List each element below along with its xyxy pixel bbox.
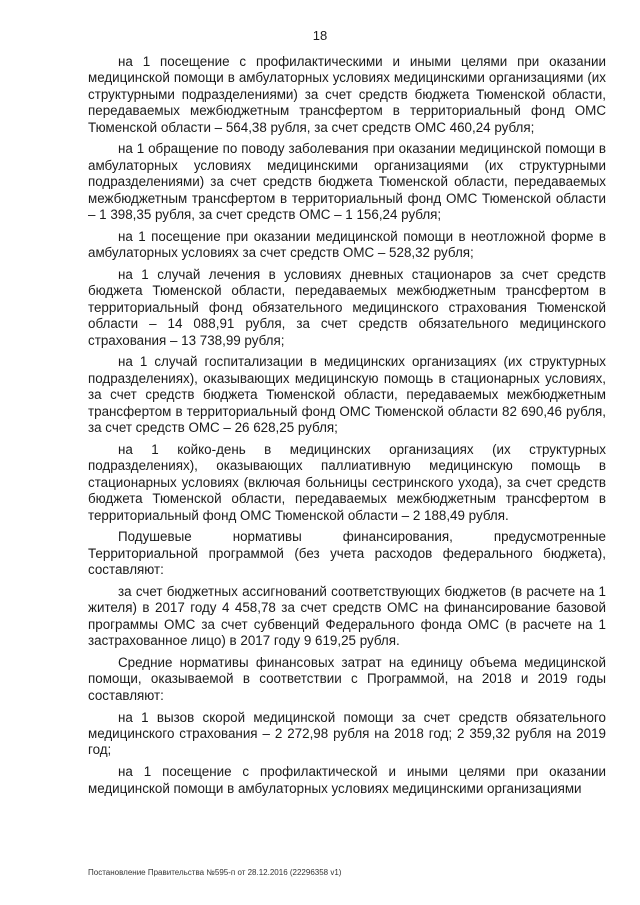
paragraph-1: на 1 посещение с профилактическими и иными целями при оказании медицинской помощи в амбулаторных условиях медицинскими организациями (их структурными подразделениями) за счет средств бюджета Тюменской области, передаваемых межбюджетным трансфертом в территориальный фонд ОМС Тюменской области – 564,38 рубля, за счет средств ОМС 460,24 рубля; (88, 54, 606, 135)
page-number: 18 (312, 28, 328, 43)
paragraph-2: на 1 обращение по поводу заболевания при оказании медицинской помощи в амбулаторных условиях медицинскими организациями (их структурными подразделениями) за счет средств бюджета Тюменской области, передаваемых межбюджетным трансфертом в территориальный фонд ОМС Тюменской области – 1 398,35 рубля, за счет средств ОМС – 1 156,24 рубля; (88, 141, 606, 223)
footer-document-reference: Постановление Правительства №595-п от 28.12.2016 (22296358 v1) (88, 868, 342, 877)
document-body (88, 54, 606, 802)
paragraph-5: на 1 случай госпитализации в медицинских организациях (их структурных подразделениях), оказывающих медицинскую помощь в стационарных условиях, за счет средств бюджета Тюменской области, передаваемых межбюджетным трансфертом в территориальный фонд ОМС Тюменской области 82 690,46 рубля, за счет средств ОМС – 26 628,25 рубля; (88, 354, 606, 436)
paragraph-11: на 1 посещение с профилактической и иными целями при оказании медицинской помощи в амбулаторных условиях медицинскими организациями (88, 764, 606, 796)
paragraph-3: на 1 посещение при оказании медицинской помощи в неотложной форме в амбулаторных условиях за счет средств ОМС – 528,32 рубля; (88, 228, 606, 261)
paragraph-4: на 1 случай лечения в условиях дневных стационаров за счет средств бюджета Тюменской области, передаваемых межбюджетным трансфертом в территориальный фонд обязательного медицинского страхования Тюменской области – 14 088,91 рубля, за счет средств обязательного медицинского страхования – 13 738,99 рубля; (88, 267, 606, 348)
paragraph-8: за счет бюджетных ассигнований соответствующих бюджетов (в расчете на 1 жителя) в 2017 году 4 458,78 за счет средств ОМС на финансирование базовой программы ОМС за счет субвенций Федерального фонда ОМС (в расчете на 1 застрахованное лицо) в 2017 году 9 619,25 рубля. (88, 583, 606, 649)
paragraph-7: Подушевые нормативы финансирования, предусмотренные Территориальной программой (без учета расходов федерального бюджета), составляют: (88, 529, 606, 578)
paragraph-9: Средние нормативы финансовых затрат на единицу объема медицинской помощи, оказываемой в соответствии с Программой, на 2018 и 2019 годы составляют: (88, 654, 606, 703)
paragraph-10: на 1 вызов скорой медицинской помощи за счет средств обязательного медицинского страхования – 2 272,98 рубля на 2018 год; 2 359,32 рубля на 2019 год; (88, 709, 606, 758)
paragraph-6: на 1 койко-день в медицинских организациях (их структурных подразделениях), оказывающих паллиативную медицинскую помощь в стационарных условиях (включая больницы сестринского ухода), за счет средств бюджета Тюменской области, передаваемых межбюджетным трансфертом в территориальный фонд ОМС Тюменской области – 2 188,49 рубля. (88, 441, 606, 523)
